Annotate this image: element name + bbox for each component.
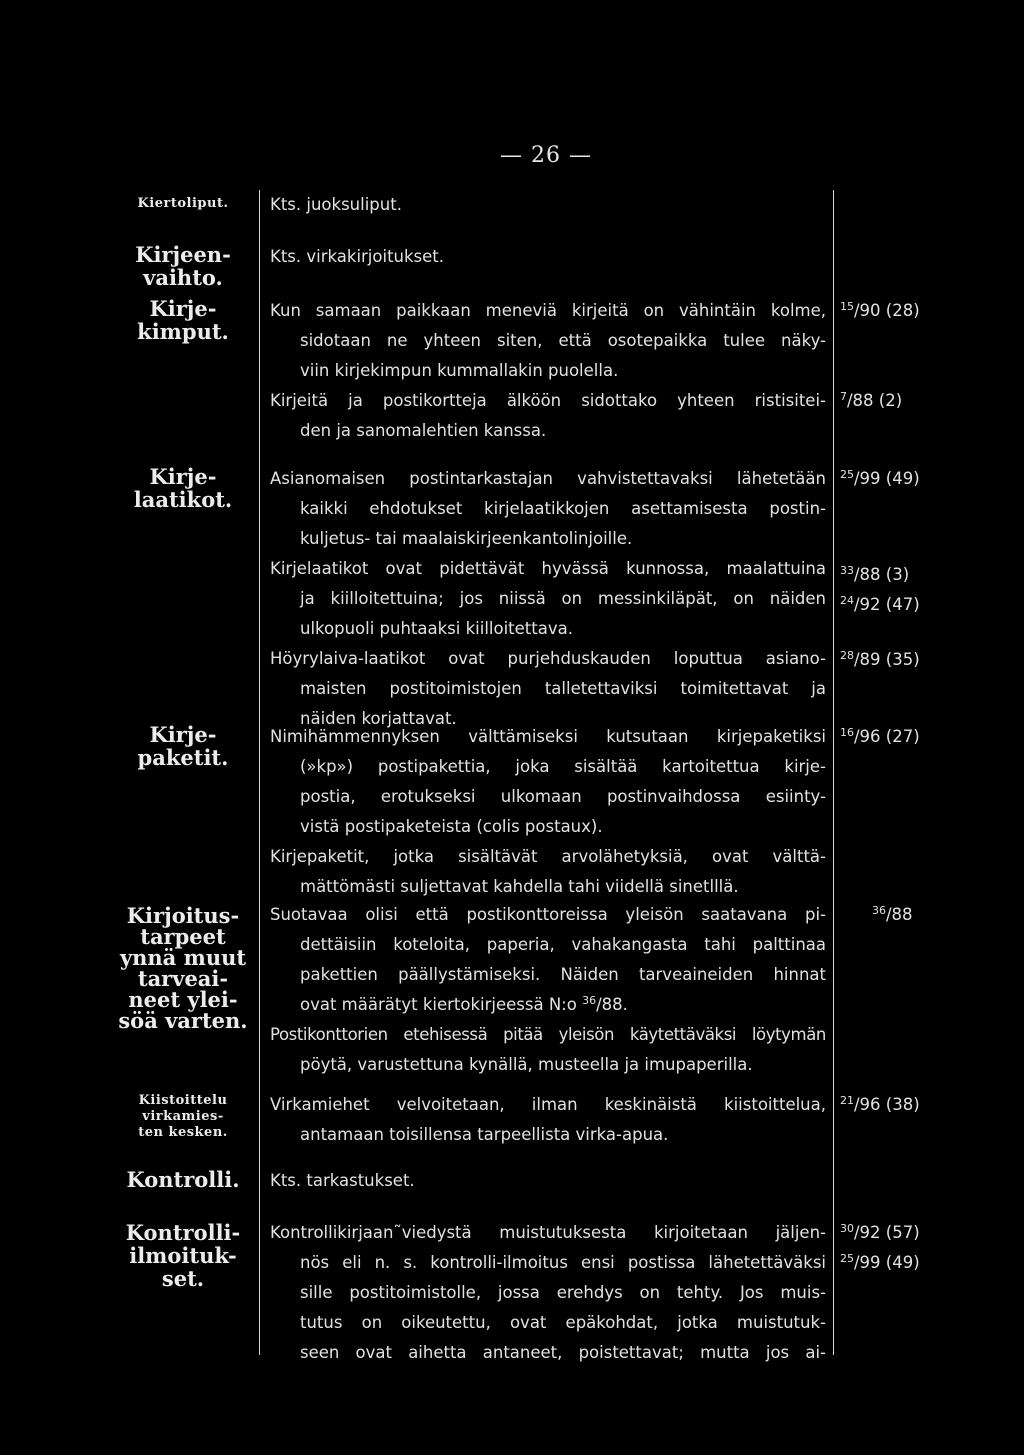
heading-line: Kirje- [149,722,217,747]
body-line: näiden korjattavat. [300,709,457,728]
heading-line: Kontrolli. [126,1167,240,1192]
heading-line: vaihto. [143,265,223,290]
body-line: vistä postipaketeista (colis postaux). [300,817,603,836]
reference-number: $^{25}$/99 (49) [840,468,920,488]
heading-line: neet ylei- [128,987,238,1012]
heading-line: Kirje- [149,296,217,321]
entry-heading [112,723,254,769]
entry-heading [112,243,254,289]
entry-body [270,464,826,734]
entry-heading [112,1093,254,1141]
body-line: Kirjelaatikot ovat pidettävät hyvässä kunnossa, maalattuina [270,559,826,578]
body-line: Kts. juoksuliput. [270,195,402,214]
body-line: Kun samaan paikkaan meneviä kirjeitä on vähintäin kolme, [270,301,826,320]
heading-line: kimput. [137,319,229,344]
reference-number: $^{24}$/92 (47) [840,594,920,614]
heading-line: ten kesken. [138,1125,228,1140]
reference-number: $^{36}$/88 [872,904,913,924]
heading-line: ynnä muut [119,945,247,970]
heading-line: set. [161,1266,205,1291]
body-line: postia, erotukseksi ulkomaan postinvaihdossa esiinty- [300,787,826,806]
column-rule-right [833,190,834,1355]
heading-line: tarveai- [137,966,229,991]
body-line: tutus on oikeutettu, ovat epäkohdat, jotka muistutuk- [300,1313,826,1332]
body-line: Suotavaa olisi että postikonttoreissa yleisön saatavana pi- [270,905,826,924]
column-rule-left [259,190,260,1355]
body-line: ovat määrätyt kiertokirjeessä N:o $^{36}$/88. [300,994,628,1014]
heading-line: Kirje- [149,464,217,489]
body-line: Kts. virkakirjoitukset. [270,247,445,266]
heading-line: Kiertoliput. [137,196,229,211]
body-line: viin kirjekimpun kummallakin puolella. [300,361,619,380]
entry-heading [112,297,254,343]
entry-body [270,190,826,220]
heading-line: virkamies- [142,1109,224,1124]
body-line: nös eli n. s. kontrolli-ilmoitus ensi postissa lähetettäväksi [300,1253,826,1272]
heading-line: söä varten. [118,1008,248,1033]
inline-reference-rest: /88. [596,995,628,1014]
reference-number: $^{25}$/99 (49) [840,1252,920,1272]
reference-number: $^{16}$/96 (27) [840,726,920,746]
body-line: Postikonttorien etehisessä pitää yleisön käytettäväksi löytymän [270,1025,826,1044]
body-line: Kirjeitä ja postikortteja älköön sidottako yhteen ristisitei- [270,391,826,410]
body-line: mättömästi suljettavat kahdella tahi viidellä sinetlllä. [300,877,739,896]
body-line: ulkopuoli puhtaaksi kiilloitettava. [300,619,573,638]
body-line: pakettien päällystämiseksi. Näiden tarveaineiden hinnat [300,965,826,984]
body-line: dettäisiin koteloita, paperia, vahakangasta tahi palttinaa [300,935,826,954]
body-line: kaikki ehdotukset kirjelaatikkojen asettamisesta postin- [300,499,826,518]
entry-heading [112,196,254,212]
reference-number: $^{15}$/90 (28) [840,300,920,320]
heading-line: paketit. [137,745,229,770]
body-line: sille postitoimistolle, jossa erehdys on tehty. Jos muis- [300,1283,826,1302]
heading-line: Kontrolli- [125,1220,241,1245]
entry-body [270,1218,826,1368]
body-line: Kts. tarkastukset. [270,1171,415,1190]
heading-line: Kirjeen- [135,242,231,267]
entry-body [270,296,826,446]
entry-heading [112,1168,254,1191]
reference-number: $^{28}$/89 (35) [840,649,920,669]
body-line: Virkamiehet velvoitetaan, ilman keskinäistä kiistoittelua, [270,1095,826,1114]
reference-number: $^{33}$/88 (3) [840,564,910,584]
heading-line: laatikot. [133,487,233,512]
page-number: — 26 — [500,143,592,168]
body-line: pöytä, varustettuna kynällä, musteella ja imupaperilla. [300,1055,753,1074]
entry-body [270,900,826,1080]
body-line: Höyrylaiva-laatikot ovat purjehduskauden loputtua asiano- [270,649,826,668]
body-line: sidotaan ne yhteen siten, että osotepaikka tulee näky- [300,331,826,350]
heading-line: Kiistoittelu [138,1093,228,1108]
reference-number: $^7$/88 (2) [840,390,903,410]
inline-reference-sup: 36 [582,994,597,1007]
entry-heading [112,465,254,511]
reference-number: $^{30}$/92 (57) [840,1222,920,1242]
body-line: ja kiilloitettuina; jos niissä on messinkiläpät, on näiden [300,589,826,608]
body-line: seen ovat aihetta antaneet, poistettavat; mutta jos ai- [300,1343,826,1362]
body-line: antamaan toisillensa tarpeellista virka-apua. [300,1125,669,1144]
body-line: (»kp») postipakettia, joka sisältää kartoitettua kirje- [300,757,826,776]
body-line: Kontrollikirjaan˜viedystä muistutuksesta kirjoitetaan jäljen- [270,1223,826,1242]
body-line: Asianomaisen postintarkastajan vahvistettavaksi lähetetään [270,469,826,488]
body-line: maisten postitoimistojen talletettaviksi toimitettavat ja [300,679,826,698]
body-line: den ja sanomalehtien kanssa. [300,421,547,440]
entry-body [270,1166,826,1196]
entry-heading [112,1221,254,1290]
entry-body [270,242,826,272]
heading-line: tarpeet [140,924,226,949]
entry-body [270,1090,826,1150]
reference-number: $^{21}$/96 (38) [840,1094,920,1114]
body-line: Kirjepaketit, jotka sisältävät arvolähetyksiä, ovat välttä- [270,847,826,866]
entry-heading [112,905,254,1031]
heading-line: Kirjoitus- [126,903,240,928]
heading-line: ilmoituk- [129,1243,237,1268]
body-line: kuljetus- tai maalaiskirjeenkantolinjoille. [300,529,633,548]
body-line: Nimihämmennyksen välttämiseksi kutsutaan kirjepaketiksi [270,727,826,746]
entry-body [270,722,826,902]
